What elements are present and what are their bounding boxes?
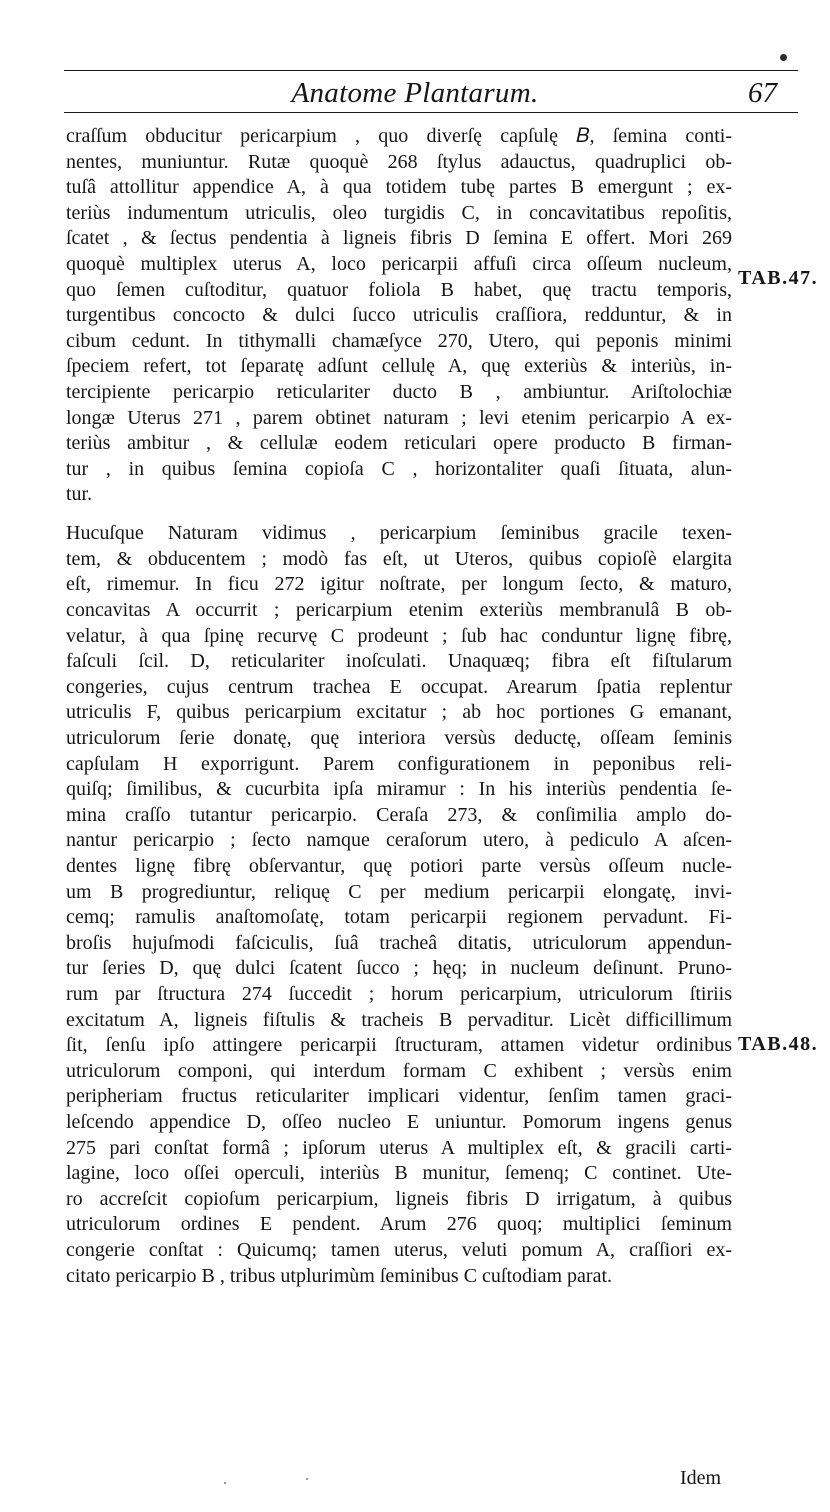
text-line: excitatum A, ligneis fiſtulis & tracheis B pervaditur. Licèt difficillimum xyxy=(66,1008,732,1031)
text-line: eſt, rimemur. In ficu 272 igitur noſtrate, per longum ſecto, & maturo, xyxy=(66,573,732,596)
text-line: tur. xyxy=(66,483,93,506)
text-line: ro accreſcit copioſum pericarpium, ligneis fibris D irrigatum, à quibus xyxy=(66,1187,732,1210)
text-line: peripheriam fructus reticulariter implicari videntur, ſenſim tamen graci- xyxy=(66,1085,732,1108)
page-number: 67 xyxy=(748,77,777,109)
ink-mark xyxy=(780,54,787,61)
text-line: mina craſſo tutantur pericarpio. Ceraſa 273, & conſimilia amplo do- xyxy=(66,803,732,826)
ink-speck xyxy=(224,1482,226,1484)
paragraph xyxy=(66,521,732,1289)
body-text xyxy=(66,124,732,1289)
text-line: dentes lignę fibrę obſervantur, quę potiori parte versùs oſſeum nucle- xyxy=(66,855,732,878)
text-line: tur , in quibus ſemina copioſa C , horizontaliter quaſi ſituata, alun- xyxy=(66,457,732,480)
text-line: broſis hujuſmodi faſciculis, ſuâ tracheâ ditatis, utriculorum appendun- xyxy=(66,931,732,954)
text-line: longæ Uterus 271 , parem obtinet naturam ; levi etenim pericarpio A ex- xyxy=(66,406,732,429)
ink-speck xyxy=(306,1478,308,1480)
text-line: tem, & obducentem ; modò fas eſt, ut Uteros, quibus copioſè elargita xyxy=(66,547,732,570)
text-line: cemq; ramulis anaſtomoſatę, totam pericarpii regionem pervadunt. Fi- xyxy=(66,906,732,929)
text-line: congerie conſtat : Quicumq; tamen uterus, veluti pomum A, craſſiori ex- xyxy=(66,1238,732,1261)
margin-note-tab-47: TAB.47. xyxy=(738,267,819,289)
text-line: ſcatet , & ſectus pendentia à ligneis fibris D ſemina E offert. Mori 269 xyxy=(66,227,732,250)
text-line: craſſum obducitur pericarpium , quo diverſę capſulę 𝐵, ſemina conti- xyxy=(66,125,732,147)
text-line: congeries, cujus centrum trachea E occupat. Arearum ſpatia replentur xyxy=(66,675,732,698)
text-line: quiſq; ſimilibus, & cucurbita ipſa miramur : In his interiùs pendentia ſe- xyxy=(66,778,732,801)
text-line: um B progrediuntur, reliquę C per medium pericarpii elongatę, invi- xyxy=(66,880,732,903)
text-line: turgentibus concocto & dulci ſucco utriculis craſſiora, redduntur, & in xyxy=(66,304,732,327)
text-line: quo ſemen cuſtoditur, quatuor foliola B habet, quę tractu temporis, xyxy=(66,278,732,301)
text-line: velatur, à qua ſpinę recurvę C prodeunt ; ſub hac conduntur lignę fibrę, xyxy=(66,624,732,647)
text-line: leſcendo appendice D, oſſeo nucleo E uniuntur. Pomorum ingens genus xyxy=(66,1110,732,1133)
text-line: tur ſeries D, quę dulci ſcatent ſucco ; hęq; in nucleum deſinunt. Pruno- xyxy=(66,957,732,980)
text-line: ſit, ſenſu ipſo attingere pericarpii ſtructuram, attamen videtur ordinibus xyxy=(66,1034,732,1057)
text-line: utriculorum ſerie donatę, quę interiora versùs deductę, oſſeam ſeminis xyxy=(66,727,732,750)
text-line: concavitas A occurrit ; pericarpium etenim exteriùs membranulâ B ob- xyxy=(66,599,732,622)
paragraph-gap xyxy=(66,508,732,521)
header-rule-top xyxy=(64,70,798,71)
text-line: tercipiente pericarpio reticulariter ducto B , ambiuntur. Ariſtolochiæ xyxy=(66,380,732,403)
text-line: quoquè multiplex uterus A, loco pericarpii affuſi circa oſſeum nucleum, xyxy=(66,252,732,275)
text-line: utriculorum componi, qui interdum formam C exhibent ; versùs enim xyxy=(66,1059,732,1082)
running-head: Anatome Plantarum. xyxy=(291,77,539,109)
paragraph xyxy=(66,124,732,508)
text-line: ſpeciem refert, tot ſeparatę adſunt cellulę A, quę exteriùs & interiùs, in- xyxy=(66,355,732,378)
text-line: nantur pericarpio ; ſecto namque ceraſorum utero, à pediculo A aſcen- xyxy=(66,829,732,852)
header-rule-bottom xyxy=(64,112,798,113)
text-line: faſculi ſcil. D, reticulariter inoſculati. Unaquæq; fibra eſt fiſtularum xyxy=(66,650,732,673)
text-line: capſulam H exporrigunt. Parem configurationem in peponibus reli- xyxy=(66,752,732,775)
text-line: tuſâ attollitur appendice A, à qua totidem tubę partes B emergunt ; ex- xyxy=(66,176,732,199)
text-line: nentes, muniuntur. Rutæ quoquè 268 ſtylus adauctus, quadruplici ob- xyxy=(66,150,732,173)
text-line: utriculorum ordines E pendent. Arum 276 quoq; multiplici ſeminum xyxy=(66,1213,732,1236)
catchword: Idem xyxy=(680,1467,722,1489)
text-line: teriùs ambitur , & cellulæ eodem reticulari opere producto B firman- xyxy=(66,432,732,455)
margin-note-tab-48: TAB.48. xyxy=(738,1033,819,1055)
text-line: teriùs indumentum utriculis, oleo turgidis C, in concavitatibus repoſitis, xyxy=(66,201,732,224)
text-line: citato pericarpio B , tribus utplurimùm ſeminibus C cuſtodiam parat. xyxy=(66,1264,613,1287)
text-line: Hucuſque Naturam vidimus , pericarpium ſeminibus gracile texen- xyxy=(66,522,732,545)
text-line: cibum cedunt. In tithymalli chamæſyce 270, Utero, qui peponis minimi xyxy=(66,329,732,352)
text-line: utriculis F, quibus pericarpium excitatur ; ab hoc portiones G emanant, xyxy=(66,701,732,724)
text-line: rum par ſtructura 274 ſuccedit ; horum pericarpium, utriculorum ſtiriis xyxy=(66,982,732,1005)
text-line: 275 pari conſtat formâ ; ipſorum uterus A multiplex eſt, & gracili carti- xyxy=(66,1136,732,1159)
text-line: lagine, loco oſſei operculi, interiùs B munitur, ſemenq; C continet. Ute- xyxy=(66,1162,732,1185)
